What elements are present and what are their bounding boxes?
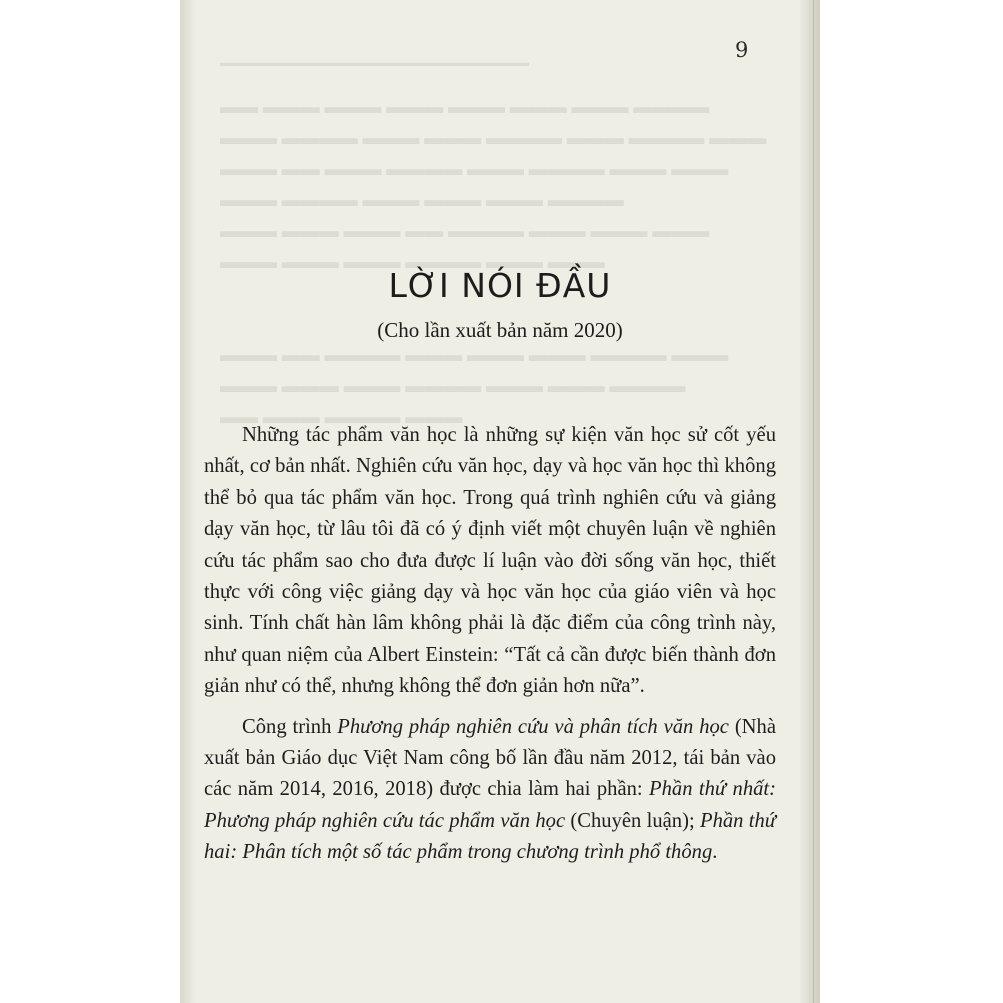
show-through-line: ▬▬▬ ▬▬▬▬ ▬▬▬ ▬▬▬ ▬▬▬ ▬▬▬▬ ▬▬ ▬▬▬ xyxy=(220,345,729,366)
show-through-line: ▬▬▬ ▬▬▬ ▬▬▬▬ ▬▬▬ ▬▬▬▬ ▬▬▬ ▬▬ ▬▬▬ xyxy=(220,159,729,180)
show-through-line: ▬▬▬ ▬▬▬ ▬▬▬▬ ▬▬▬ ▬▬▬ ▬▬▬ xyxy=(220,252,605,273)
book-page xyxy=(180,0,820,1003)
page-subtitle: (Cho lần xuất bản năm 2020) xyxy=(377,318,623,342)
show-through-line: ▬▬▬ ▬▬▬▬ ▬▬▬ ▬▬▬▬ ▬▬▬ ▬▬▬ ▬▬▬▬ ▬▬▬ xyxy=(220,128,767,149)
book-title: Phương pháp nghiên cứu và phân tích văn học xyxy=(337,715,729,738)
paragraph-2-text: (Chuyên luận); xyxy=(565,809,700,832)
paragraph-1: Những tác phẩm văn học là những sự kiện văn học sử cốt yếu nhất, cơ bản nhất. Nghiên cứu văn học, dạy và học văn học thì không thể bỏ qua tác phẩm văn học. Trong quá trình nghiên cứu và giảng dạy văn học, từ lâu tôi đã có ý định viết một chuyên luận về nghiên cứu tác phẩm sao cho đưa được lí luận vào đời sống văn học, thiết thực với công việc giảng dạy và học văn học của giáo viên và học sinh. Tính chất hàn lâm không phải là đặc điểm của công trình này, như quan niệm của Albert Einstein: “Tất cả cần được biến thành đơn giản như có thể, nhưng không thể đơn giản hơn nữa”. xyxy=(204,424,776,698)
show-through-line: ▬▬▬▬ ▬▬▬ ▬▬▬ ▬▬▬ ▬▬▬ ▬▬▬ ▬▬▬ ▬▬ xyxy=(220,97,710,118)
page-gutter-shadow xyxy=(180,0,196,1003)
section-1-title: Phần thứ nhất: Phương pháp nghiên cứu tác phẩm văn học xyxy=(204,778,776,832)
page-edge-shadow xyxy=(798,0,820,1003)
show-through-line: ▬▬▬ ▬▬▬▬ ▬▬▬ ▬▬ xyxy=(220,407,463,428)
show-through-line: ━━━━━━━━━━━━━━━━━━━━━━━━━━━ xyxy=(220,55,529,76)
show-through-line: ▬▬▬▬ ▬▬▬ ▬▬▬ ▬▬▬ ▬▬▬▬ ▬▬▬ xyxy=(220,190,624,211)
page-title: LỜI NÓI ĐẦU xyxy=(388,266,612,305)
paragraph-2-text: (Nhà xuất bản Giáo dục Việt Nam công bố lần đầu năm 2012, tái bản vào các năm 2014, 2016, 2018) được chia làm hai phần: xyxy=(204,715,776,801)
section-2-title: Phần thứ hai: Phân tích một số tác phẩm trong chương trình phổ thông xyxy=(204,809,777,864)
page-number: 9 xyxy=(735,38,749,62)
paragraph-2 xyxy=(204,712,776,869)
show-through-line: ▬▬▬ ▬▬▬ ▬▬▬ ▬▬▬▬ ▬▬ ▬▬▬ ▬▬▬ ▬▬▬ xyxy=(220,221,710,242)
paragraph-2-text: Công trình xyxy=(242,715,338,738)
paragraph-2-text: . xyxy=(712,841,718,864)
body-text xyxy=(204,420,776,878)
show-through-line: ▬▬▬▬ ▬▬▬ ▬▬▬ ▬▬▬▬ ▬▬▬ ▬▬▬ ▬▬▬ xyxy=(220,376,686,397)
